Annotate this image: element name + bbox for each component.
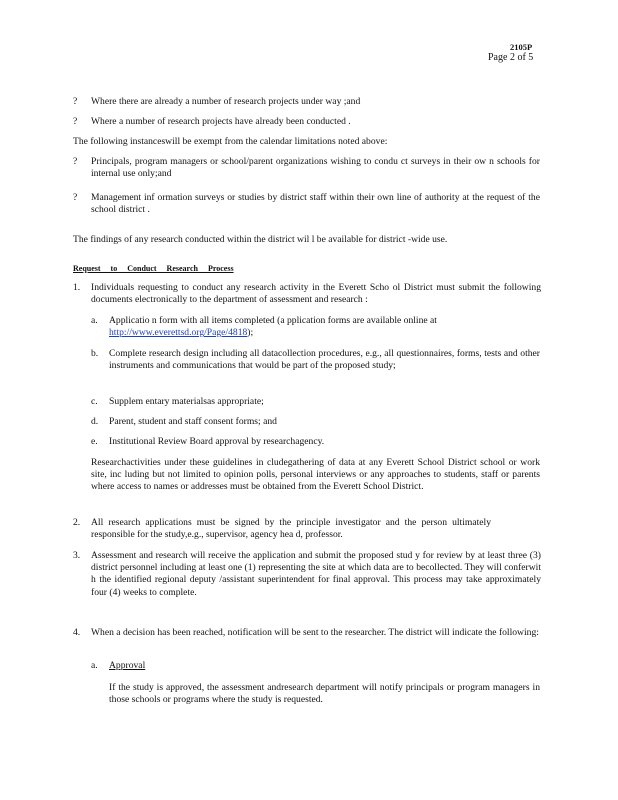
step-number: 4.: [73, 627, 81, 638]
step-number: 3.: [73, 550, 81, 561]
sub-item: Institutional Review Board approval by researchagency.: [109, 436, 325, 447]
process-heading: Request to Conduct Research Process: [73, 264, 234, 273]
exception-item: Where a number of research projects have already been conducted .: [91, 116, 351, 127]
sub-letter: a.: [91, 660, 98, 671]
sub-item: Parent, student and staff consent forms; and: [109, 416, 277, 427]
exempt-item: Principals, program managers or school/parent organizations wishing to condu ct surveys in their ow n schools for internal use only;and: [91, 156, 540, 180]
policy-code: 2105P: [510, 42, 533, 52]
page-number: Page 2 of 5: [488, 52, 534, 63]
approval-text: If the study is approved, the assessment andresearch department will notify principals or program managers in those schools or programs where the study is requested.: [109, 682, 540, 706]
step-number: 2.: [73, 517, 81, 528]
findings-paragraph: The findings of any research conducted within the district wil l be available for district -wide use.: [73, 234, 448, 245]
research-note: Researchactivities under these guidelines in cludegathering of data at any Everett School District school or work site, inc luding but not limited to opinion polls, personal interviews or any approaches to students, staff or parents where access to names or addresses must be obtained from the Everett School District.: [91, 457, 540, 493]
exempt-intro: The following instanceswill be exempt from the calendar limitations noted above:: [73, 136, 388, 147]
sub-item: Complete research design including all datacollection procedures, e.g., all questionnaires, forms, tests and other instruments and communications that would be part of the proposed study;: [109, 348, 540, 372]
sub-item-application: [109, 315, 541, 339]
bullet-marker: ?: [73, 156, 78, 167]
sub-text-after: );: [247, 327, 254, 339]
sub-text: Applicatio n form with all items completed (a pplication forms are available online at: [109, 315, 437, 326]
step-text: Assessment and research will receive the application and submit the proposed stud y for review by at least three (3) district personnel including at least one (1) representing the site at which data are to becollected. They will conferwit h the identified regional deputy /assistant superintendent for final approval. This process may take approximately four (4) weeks to complete.: [91, 550, 541, 598]
sub-item: Supplem entary materialsas appropriate;: [109, 396, 264, 407]
sub-letter: a.: [91, 315, 98, 326]
application-form-link[interactable]: http://www.everettsd.org/Page/4818: [109, 327, 248, 339]
sub-letter: c.: [91, 396, 98, 407]
bullet-marker: ?: [73, 96, 78, 107]
approval-label: Approval: [109, 660, 146, 671]
step-number: 1.: [73, 282, 81, 293]
sub-letter: b.: [91, 348, 99, 359]
exempt-item: Management inf ormation surveys or studies by district staff within their own line of authority at the request of the school district .: [91, 192, 540, 216]
exception-item: Where there are already a number of research projects under way ;and: [91, 96, 361, 107]
step-text: Individuals requesting to conduct any research activity in the Everett Scho ol District must submit the following documents electronically to the department of assessment and research :: [91, 282, 541, 306]
sub-letter: d.: [91, 416, 99, 427]
sub-letter: e.: [91, 436, 98, 447]
bullet-marker: ?: [73, 116, 78, 127]
step-text: When a decision has been reached, notification will be sent to the researcher. The district will indicate the following:: [91, 627, 539, 638]
step-text: All research applications must be signed by the principle investigator and the person ultimately responsible for the study,e.g., supervisor, agency hea d, professor.: [91, 517, 491, 541]
bullet-marker: ?: [73, 192, 78, 203]
